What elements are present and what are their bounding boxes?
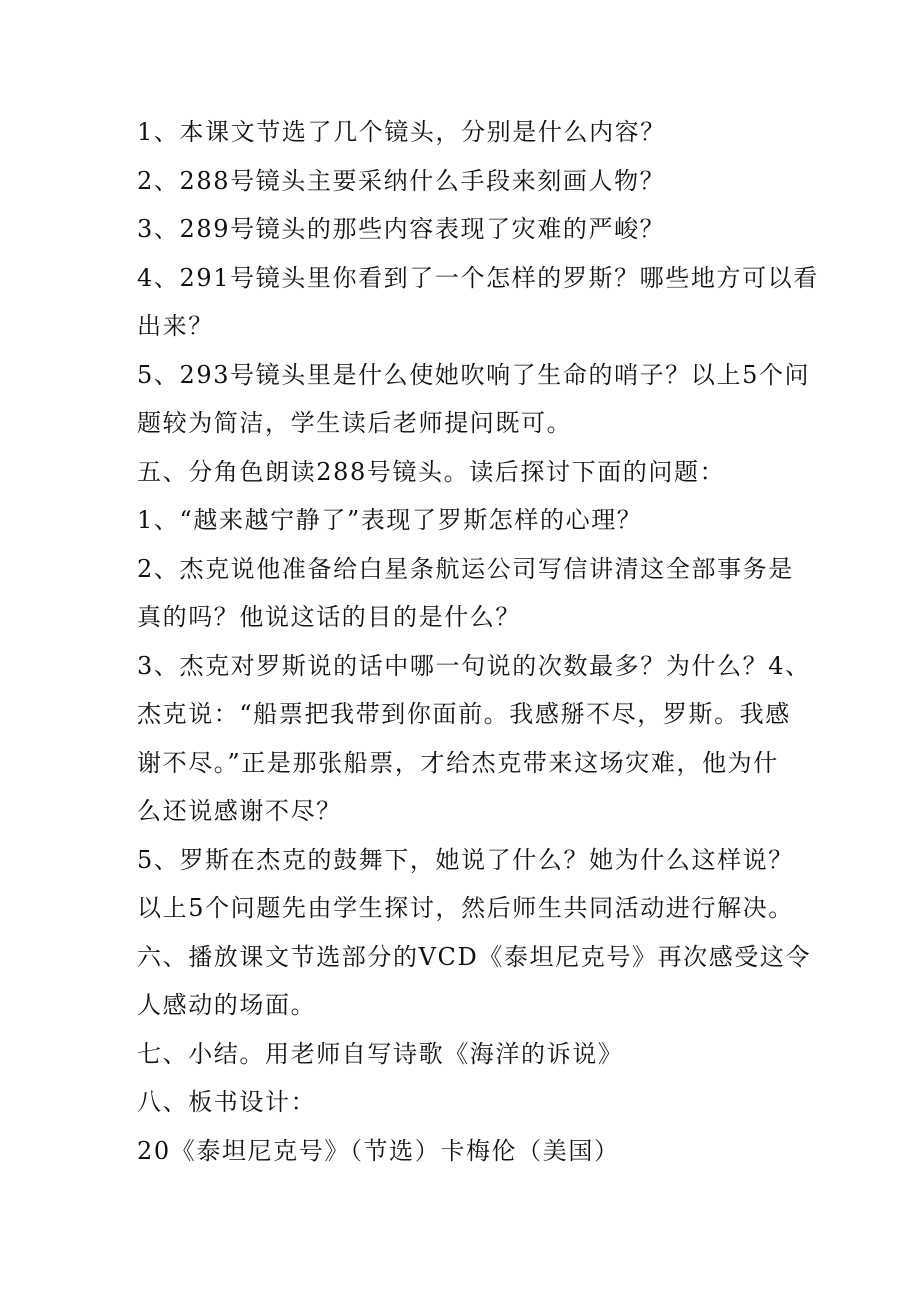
section-heading: 五、分角色朗读288号镜头。读后探讨下面的问题： [137,457,726,486]
text-line: 1、“越来越宁静了”表现了罗斯怎样的心理？ [137,506,643,534]
text-line: 3、289号镜头的那些内容表现了灾难的严峻？ [137,215,666,243]
text-line: 人感动的场面。 [137,991,317,1019]
section-heading: 七、小结。用老师自写诗歌《海洋的诉说》 [137,1039,624,1068]
text-line: 3、杰克对罗斯说的话中哪一句说的次数最多？为什么？4、 [137,651,811,680]
text-line: 5、293号镜头里是什么使她吹响了生命的哨子？以上5个问 [137,360,811,389]
document-body [137,108,819,1175]
text-line: 真的吗？他说这话的目的是什么？ [137,603,521,631]
text-line: 题较为简洁，学生读后老师提问既可。 [137,409,573,437]
text-line: 么还说感谢不尽？ [137,797,342,825]
text-line: 谢不尽。”正是那张船票，才给杰克带来这场灾难，他为什 [137,748,779,777]
text-line: 5、罗斯在杰克的鼓舞下，她说了什么？她为什么这样说？ [137,845,794,874]
text-line: 2、杰克说他准备给白星条航运公司写信讲清这全部事务是 [137,554,794,583]
text-line: 20《泰坦尼克号》（节选）卡梅伦（美国） [137,1136,620,1165]
section-heading: 八、板书设计： [137,1088,317,1116]
text-line: 出来？ [137,312,214,340]
text-line: 4、291号镜头里你看到了一个怎样的罗斯？哪些地方可以看 [137,263,819,292]
text-line: 杰克说：“船票把我带到你面前。我感掰不尽，罗斯。我感 [137,700,791,728]
text-line: 1、本课文节选了几个镜头，分别是什么内容？ [137,118,666,146]
section-heading: 六、播放课文节选部分的VCD《泰坦尼克号》再次感受这令 [137,942,812,971]
text-line: 以上5个问题先由学生探讨，然后师生共同活动进行解决。 [137,894,794,922]
text-line: 2、288号镜头主要采纳什么手段来刻画人物？ [137,166,666,195]
